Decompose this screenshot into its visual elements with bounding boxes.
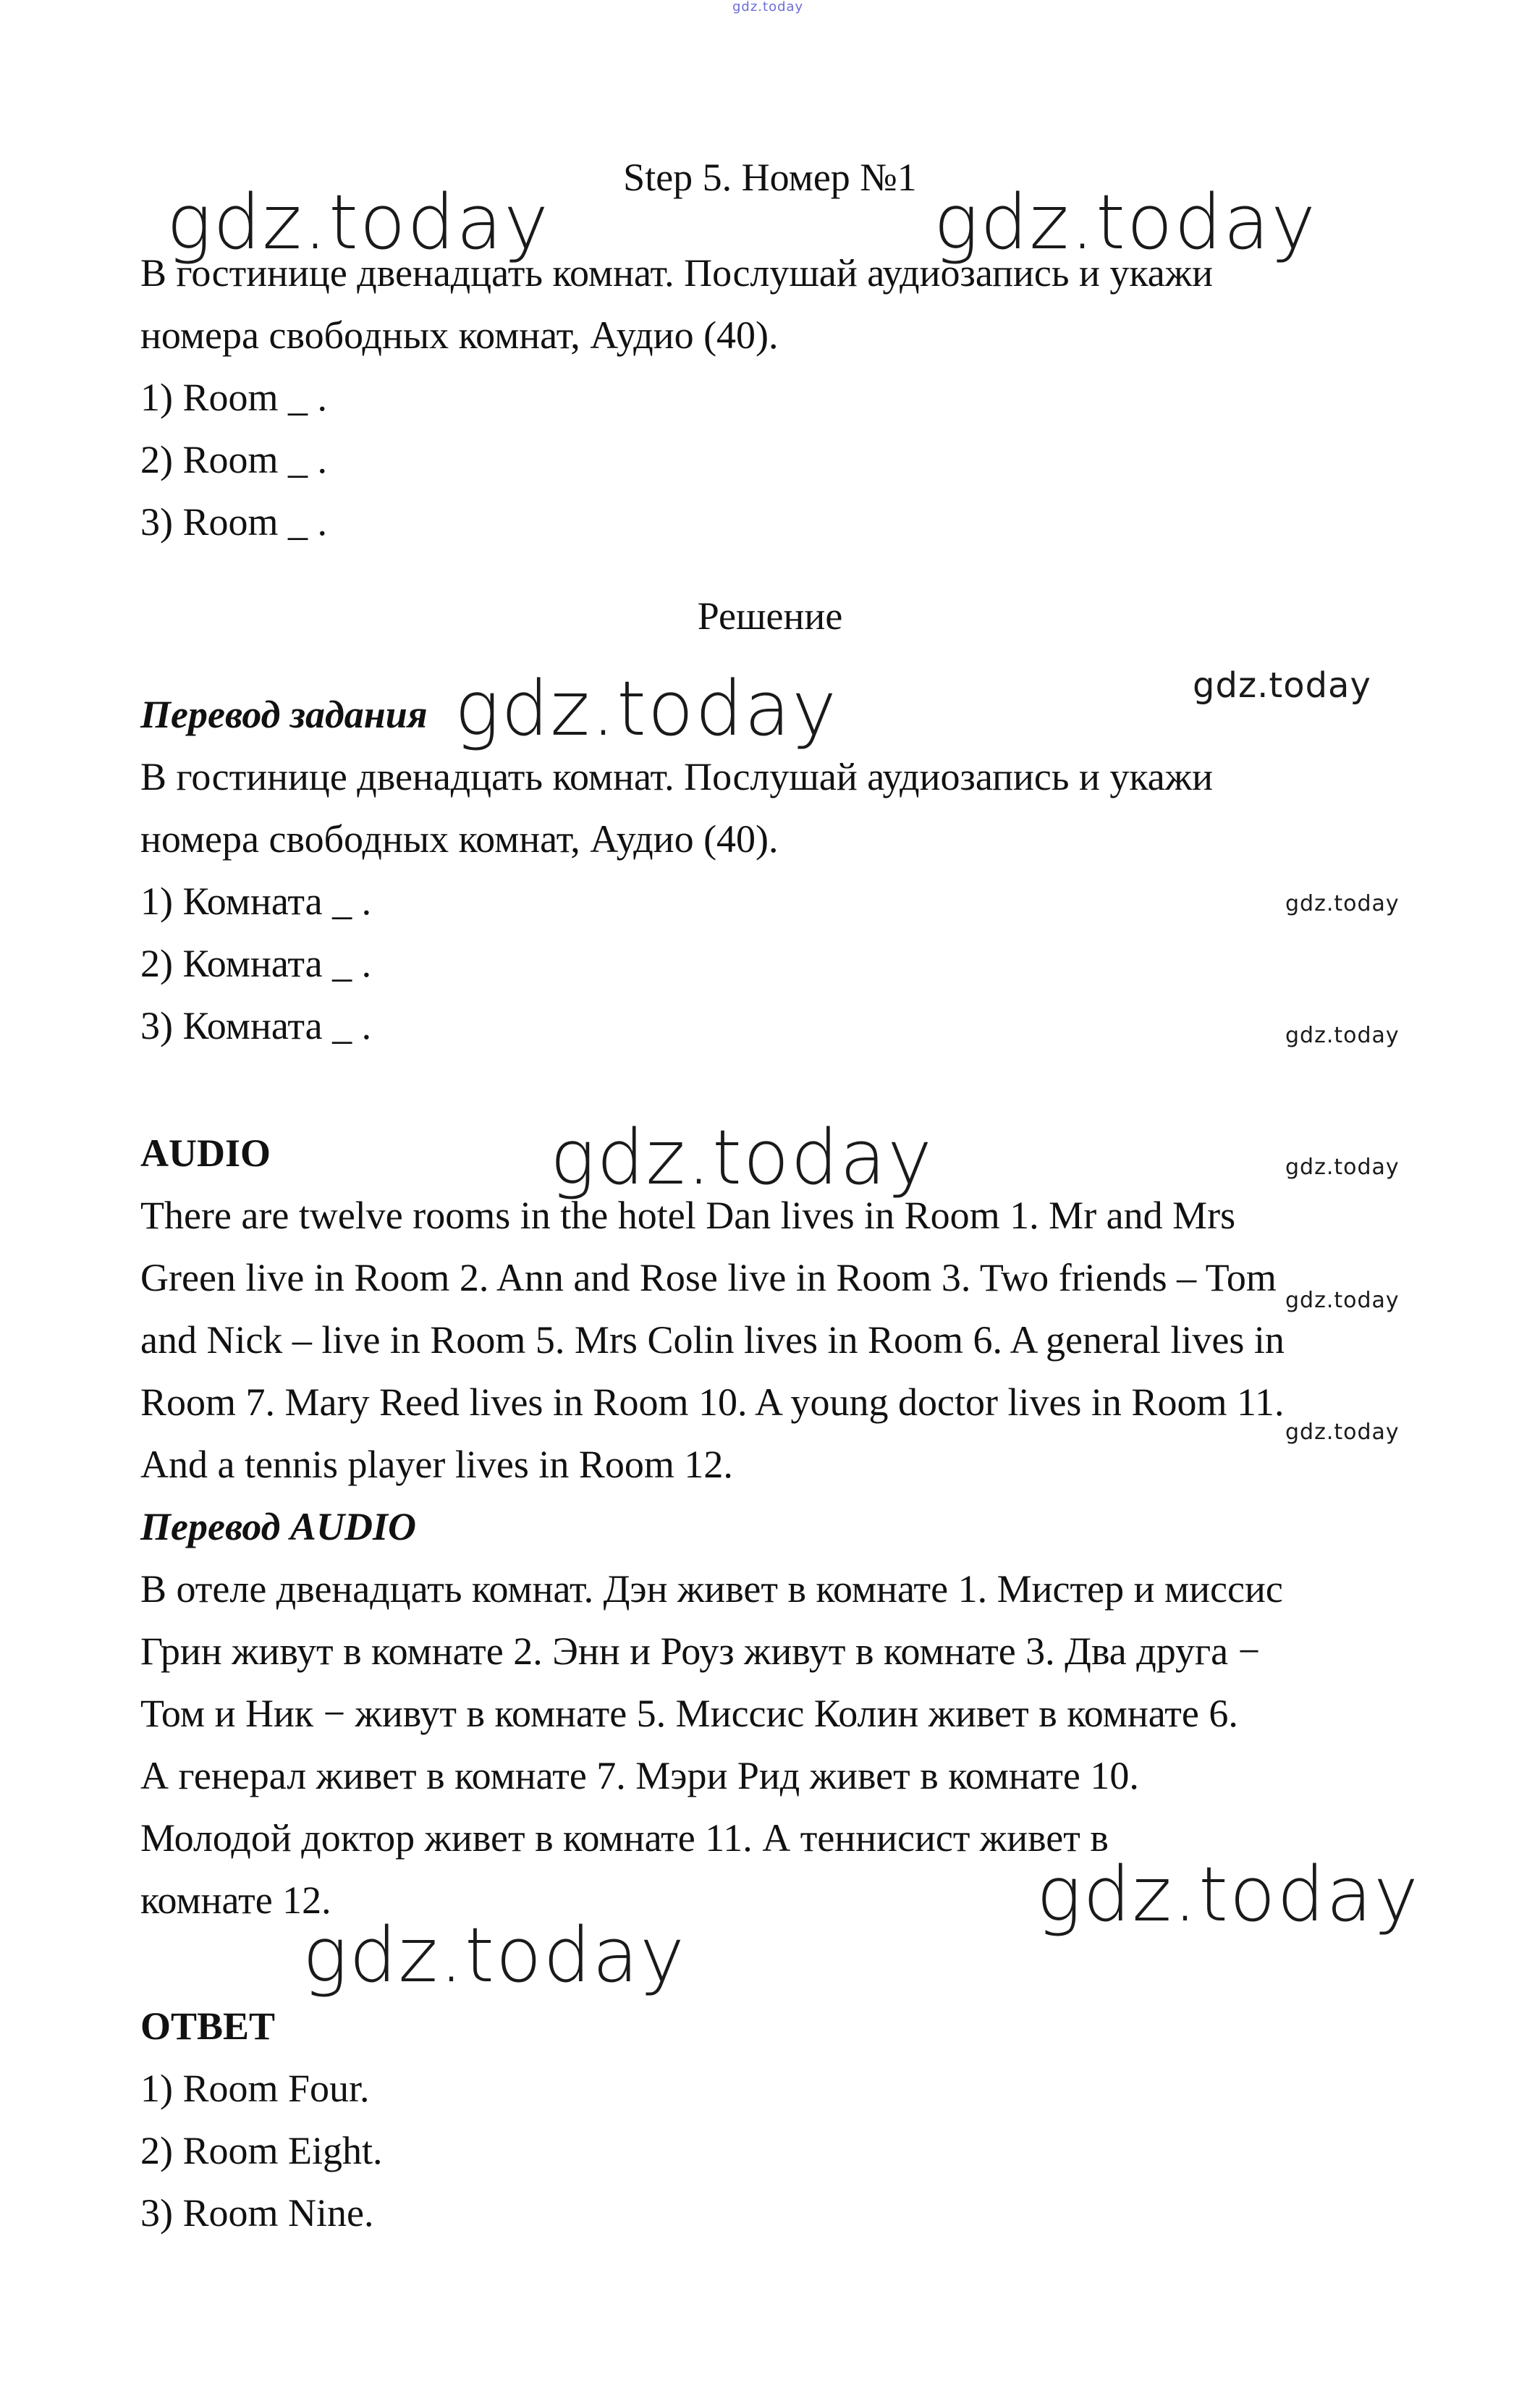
translation-line: В гостинице двенадцать комнат. Послушай аудиозапись и укажи bbox=[140, 755, 1213, 798]
solution-heading: Решение bbox=[697, 594, 843, 638]
watermark: gdz.today bbox=[454, 665, 838, 753]
translation-heading: Перевод задания bbox=[140, 693, 428, 736]
audio-line: And a tennis player lives in Room 12. bbox=[140, 1443, 733, 1486]
audio-translation-line: А генерал живет в комнате 7. Мэри Рид живет в комнате 10. bbox=[140, 1754, 1139, 1797]
translation-line: 2) Комната _ . bbox=[140, 942, 372, 985]
answer-heading: ОТВЕТ bbox=[140, 2004, 276, 2048]
audio-line: Green live in Room 2. Ann and Rose live in Room 3. Two friends – Tom bbox=[140, 1256, 1277, 1299]
page-title: Step 5. Номер №1 bbox=[623, 156, 917, 199]
audio-line: Room 7. Mary Reed lives in Room 10. A young doctor lives in Room 11. bbox=[140, 1380, 1285, 1424]
translation-line: 1) Комната _ . bbox=[140, 880, 372, 923]
watermark: gdz.today bbox=[550, 1113, 934, 1202]
answer-line: 2) Room Eight. bbox=[140, 2129, 383, 2172]
audio-translation-line: комнате 12. bbox=[140, 1878, 331, 1922]
audio-translation-heading: Перевод AUDIO bbox=[140, 1505, 416, 1548]
translation-line: 3) Комната _ . bbox=[140, 1004, 372, 1047]
task-line: 1) Room _ . bbox=[140, 376, 328, 419]
audio-translation-line: Грин живут в комнате 2. Энн и Роуз живут в комнате 3. Два друга − bbox=[140, 1629, 1261, 1673]
audio-heading: AUDIO bbox=[140, 1131, 271, 1175]
watermark: gdz.today bbox=[302, 1911, 686, 1999]
audio-translation-line: В отеле двенадцать комнат. Дэн живет в комнате 1. Мистер и миссис bbox=[140, 1567, 1283, 1611]
audio-line: and Nick – live in Room 5. Mrs Colin lives in Room 6. A general lives in bbox=[140, 1318, 1285, 1362]
audio-translation-line: Молодой доктор живет в комнате 11. А теннисист живет в bbox=[140, 1816, 1109, 1860]
watermark: gdz.today bbox=[1193, 665, 1371, 706]
watermark: gdz.today bbox=[1285, 1023, 1400, 1048]
watermark: gdz.today bbox=[1036, 1850, 1420, 1939]
watermark: gdz.today bbox=[732, 0, 804, 14]
task-line: В гостинице двенадцать комнат. Послушай аудиозапись и укажи bbox=[140, 251, 1213, 295]
watermark: gdz.today bbox=[1285, 1155, 1400, 1180]
audio-translation-line: Том и Ник − живут в комнате 5. Миссис Колин живет в комнате 6. bbox=[140, 1692, 1238, 1735]
answer-line: 1) Room Four. bbox=[140, 2067, 370, 2110]
task-line: 2) Room _ . bbox=[140, 438, 328, 481]
answer-line: 3) Room Nine. bbox=[140, 2191, 374, 2235]
watermark: gdz.today bbox=[1285, 1420, 1400, 1445]
audio-line: There are twelve rooms in the hotel Dan lives in Room 1. Mr and Mrs bbox=[140, 1194, 1236, 1237]
task-line: 3) Room _ . bbox=[140, 500, 328, 544]
task-line: номера свободных комнат, Аудио (40). bbox=[140, 313, 779, 357]
translation-line: номера свободных комнат, Аудио (40). bbox=[140, 817, 779, 861]
watermark: gdz.today bbox=[1285, 1288, 1400, 1313]
watermark: gdz.today bbox=[1285, 891, 1400, 916]
watermark: gdz.today bbox=[934, 178, 1317, 266]
watermark: gdz.today bbox=[166, 178, 550, 266]
